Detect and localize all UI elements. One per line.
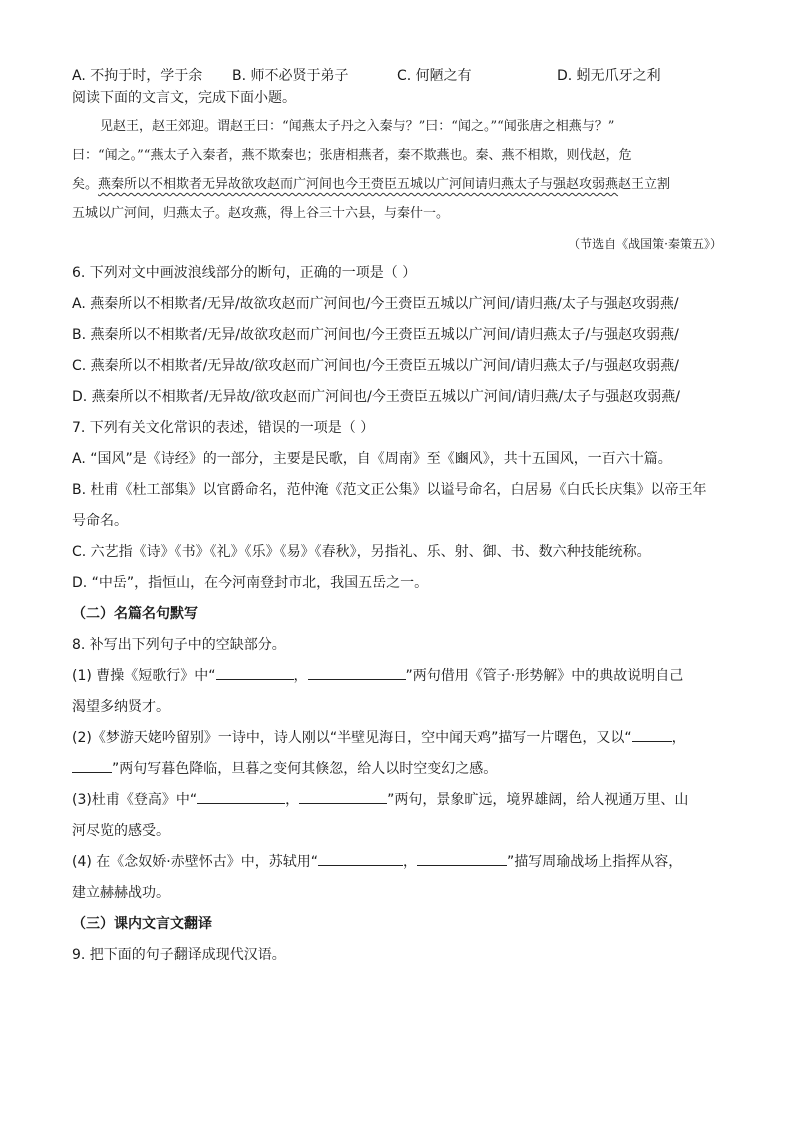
- passage-line: 见赵王，赵王郊迎。谓赵王曰：“闻燕太子丹之入秦与？”曰：“闻之。”“闻张唐之相燕与？”: [100, 119, 615, 134]
- item-text: (4) 在《念奴娇·赤壁怀古》中，苏轼用“: [72, 854, 318, 870]
- question-6-option-c: C. 燕秦所以不相欺者/无异故/欲攻赵而广河间也/今王赍臣五城以广河间/请归燕太子/与强赵攻弱燕/: [72, 358, 679, 374]
- answer-blank[interactable]: [308, 665, 406, 680]
- answer-blank[interactable]: [72, 758, 112, 773]
- question-6-option-d: D. 燕秦所以不相欺者/无异故/欲攻赵而广河间也/今王赍臣五城以广河间/请归燕/太子与强赵攻弱燕/: [72, 389, 680, 405]
- passage-line: [72, 170, 722, 199]
- question-8-item-2-cont: [72, 754, 722, 785]
- question-8-item-4: [72, 847, 722, 878]
- item-text: ”两句写暮色降临，旦暮之变何其倏忽，给人以时空变幻之感。: [112, 761, 498, 777]
- question-7-option-b: B. 杜甫《杜工部集》以官爵命名，范仲淹《范文正公集》以谥号命名，白居易《白氏长庆集》以帝王年: [72, 482, 707, 498]
- option-c: C. 何陋之有: [397, 68, 472, 84]
- passage-text: 矣。: [72, 177, 99, 192]
- question-7-option-b-cont: 号命名。: [72, 513, 128, 529]
- section-heading-3: （三）课内文言文翻译: [72, 916, 212, 932]
- item-text: ”两句，景象旷远，境界雄阔，给人视通万里、山: [387, 792, 689, 808]
- classical-passage: [72, 112, 722, 228]
- question-8-item-3: [72, 785, 722, 816]
- reading-intro: 阅读下面的文言文，完成下面小题。: [72, 90, 296, 106]
- question-8-item-4-cont: 建立赫赫战功。: [72, 885, 170, 901]
- question-7-option-c: C. 六艺指《诗》《书》《礼》《乐》《易》《春秋》，另指礼、乐、射、御、书、数六种技能统称。: [72, 544, 651, 560]
- passage-line: 五城以广河间，归燕太子。赵攻燕，得上谷三十六县，与秦什一。: [72, 206, 450, 221]
- question-8-stem: 8. 补写出下列句子中的空缺部分。: [72, 637, 286, 653]
- option-d: D. 蚓无爪牙之利: [557, 68, 661, 84]
- item-text: (3)杜甫《登高》中“: [72, 792, 198, 808]
- question-8-item-1-cont: 渴望多纳贤才。: [72, 699, 170, 715]
- option-a: A. 不拘于时，学于余: [72, 68, 203, 84]
- passage-line: 曰：“闻之。”“燕太子入秦者，燕不欺秦也；张唐相燕者，秦不欺燕也。秦、燕不相欺，则伐赵，危: [72, 148, 632, 163]
- item-text: ，: [671, 730, 686, 746]
- item-text: ，: [293, 668, 308, 684]
- question-7-option-a: A. “国风”是《诗经》的一部分，主要是民歌，自《周南》至《豳风》，共十五国风，一百六十篇。: [72, 451, 672, 467]
- answer-blank[interactable]: [216, 665, 294, 680]
- question-7-stem: 7. 下列有关文化常识的表述，错误的一项是（ ）: [72, 420, 375, 436]
- document-page: [72, 62, 722, 971]
- question-6-option-b: B. 燕秦所以不相欺者/无异/故欲攻赵而广河间也/今王赍臣五城以广河间/请归燕太子/与强赵攻弱燕/: [72, 327, 679, 343]
- question-6-stem: 6. 下列对文中画波浪线部分的断句，正确的一项是（ ）: [72, 265, 417, 281]
- item-text: (1) 曹操《短歌行》中“: [72, 668, 216, 684]
- question-9-stem: 9. 把下面的句子翻译成现代汉语。: [72, 947, 286, 963]
- question-8-item-2: [72, 723, 722, 754]
- answer-blank[interactable]: [632, 727, 672, 742]
- question-7-option-d: D. “中岳”，指恒山，在今河南登封市北，我国五岳之一。: [72, 575, 429, 591]
- question-6-option-a: A. 燕秦所以不相欺者/无异/故欲攻赵而广河间也/今王赍臣五城以广河间/请归燕/太子与强赵攻弱燕/: [72, 296, 679, 312]
- section-heading-2: （二）名篇名句默写: [72, 606, 198, 622]
- item-text: ，: [402, 854, 417, 870]
- question-8-item-1: [72, 661, 722, 692]
- answer-blank[interactable]: [299, 789, 387, 804]
- wavy-underlined-text: 燕秦所以不相欺者无异故欲攻赵而广河间也今王赍臣五城以广河间请归燕太子与强赵攻弱燕: [98, 177, 619, 192]
- option-b: B. 师不必贤于弟子: [232, 68, 349, 84]
- question-8-item-3-cont: 河尽览的感受。: [72, 823, 170, 839]
- passage-text: 赵王立割: [618, 177, 671, 192]
- answer-blank[interactable]: [197, 789, 285, 804]
- passage-source: （节选自《战国策·秦策五》）: [568, 237, 722, 251]
- item-text: (2)《梦游天姥吟留别》一诗中，诗人刚以“半壁见海日，空中闻天鸡”描写一片曙色，又以“: [72, 730, 632, 746]
- item-text: ”两句借用《管子·形势解》中的典故说明自己: [405, 668, 684, 684]
- answer-blank[interactable]: [417, 851, 507, 866]
- item-text: ”描写周瑜战场上指挥从容，: [506, 854, 683, 870]
- item-text: ，: [285, 792, 300, 808]
- answer-blank[interactable]: [318, 851, 403, 866]
- previous-question-options: [72, 62, 722, 88]
